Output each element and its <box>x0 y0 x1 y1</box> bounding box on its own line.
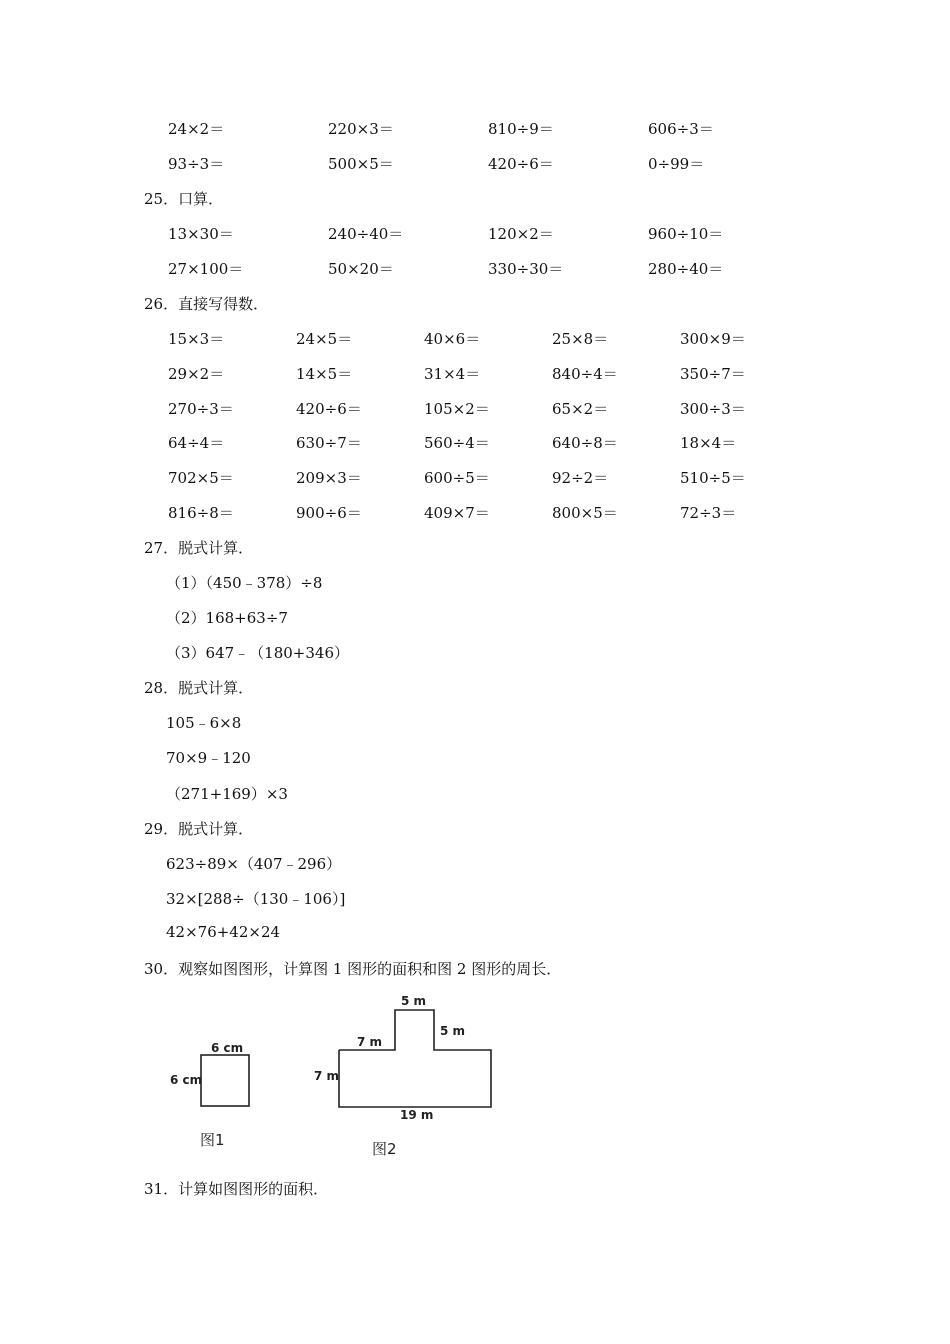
calc-item: 72÷3＝ <box>680 504 737 522</box>
figure1-caption: 图1 <box>200 1131 225 1149</box>
calc-row <box>0 223 950 247</box>
calc-row <box>0 432 950 456</box>
calc-item: 24×2＝ <box>168 120 225 138</box>
calc-item: 606÷3＝ <box>648 120 714 138</box>
calc-item: 15×3＝ <box>168 330 225 348</box>
calc-row <box>0 328 950 352</box>
expression-item: 42×76+42×24 <box>166 923 281 941</box>
calc-item: 18×4＝ <box>680 434 737 452</box>
calc-item: 816÷8＝ <box>168 504 234 522</box>
calc-row <box>0 118 950 142</box>
calc-row <box>0 467 950 491</box>
calc-row <box>0 153 950 177</box>
calc-item: 640÷8＝ <box>552 434 618 452</box>
expression-item: 32×[288÷（130﹣106）] <box>166 890 346 908</box>
calc-item: 840÷4＝ <box>552 365 618 383</box>
figure1-top-label: 6 cm <box>211 1041 244 1055</box>
calc-item: 14×5＝ <box>296 365 353 383</box>
expression-item: （3）647﹣（180+346） <box>166 644 350 662</box>
calc-item: 500×5＝ <box>328 155 394 173</box>
calc-item: 220×3＝ <box>328 120 394 138</box>
calc-item: 560÷4＝ <box>424 434 490 452</box>
calc-item: 810÷9＝ <box>488 120 554 138</box>
expression-item: （271+169）×3 <box>166 785 288 803</box>
expression-item: 623÷89×（407﹣296） <box>166 855 342 873</box>
calc-item: 27×100＝ <box>168 260 244 278</box>
calc-item: 960÷10＝ <box>648 225 724 243</box>
figure2-top-label: 5 m <box>401 994 427 1008</box>
calc-item: 209×3＝ <box>296 469 362 487</box>
figure2-right-step-label: 5 m <box>440 1024 466 1038</box>
square-shape <box>201 1055 249 1106</box>
calc-item: 702×5＝ <box>168 469 234 487</box>
figure2-side-label: 7 m <box>314 1069 340 1083</box>
expression-item: （1）（450﹣378）÷8 <box>166 574 323 592</box>
calc-item: 13×30＝ <box>168 225 234 243</box>
calc-item: 0÷99＝ <box>648 155 705 173</box>
calc-item: 280÷40＝ <box>648 260 724 278</box>
calc-item: 29×2＝ <box>168 365 225 383</box>
question-30-title: 30．观察如图图形，计算图 1 图形的面积和图 2 图形的周长． <box>144 960 562 978</box>
calc-item: 300×9＝ <box>680 330 746 348</box>
calc-item: 25×8＝ <box>552 330 609 348</box>
calc-item: 420÷6＝ <box>488 155 554 173</box>
question-28-title: 28．脱式计算． <box>144 679 254 697</box>
figure1-side-label: 6 cm <box>170 1073 203 1087</box>
figure2-left-step-label: 7 m <box>357 1035 383 1049</box>
calc-item: 800×5＝ <box>552 504 618 522</box>
calc-item: 64÷4＝ <box>168 434 225 452</box>
expression-item: 70×9﹣120 <box>166 749 251 767</box>
figure2-bottom-label: 19 m <box>400 1108 434 1122</box>
calc-item: 50×20＝ <box>328 260 394 278</box>
question-25-title: 25．口算． <box>144 190 224 208</box>
calc-row <box>0 363 950 387</box>
calc-item: 120×2＝ <box>488 225 554 243</box>
calc-item: 31×4＝ <box>424 365 481 383</box>
calc-item: 600÷5＝ <box>424 469 490 487</box>
calc-item: 330÷30＝ <box>488 260 564 278</box>
question-31-title: 31．计算如图图形的面积． <box>144 1180 329 1198</box>
question-29-title: 29．脱式计算． <box>144 820 254 838</box>
expression-item: 105﹣6×8 <box>166 714 242 732</box>
calc-row <box>0 502 950 526</box>
calc-item: 65×2＝ <box>552 400 609 418</box>
calc-item: 93÷3＝ <box>168 155 225 173</box>
calc-item: 40×6＝ <box>424 330 481 348</box>
calc-item: 900÷6＝ <box>296 504 362 522</box>
calc-item: 240÷40＝ <box>328 225 404 243</box>
calc-item: 24×5＝ <box>296 330 353 348</box>
calc-item: 92÷2＝ <box>552 469 609 487</box>
calc-item: 510÷5＝ <box>680 469 746 487</box>
t-shape <box>339 1010 491 1107</box>
calc-item: 105×2＝ <box>424 400 490 418</box>
expression-item: （2）168+63÷7 <box>166 609 288 627</box>
calc-item: 630÷7＝ <box>296 434 362 452</box>
calc-item: 350÷7＝ <box>680 365 746 383</box>
calc-item: 300÷3＝ <box>680 400 746 418</box>
question-27-title: 27．脱式计算． <box>144 539 254 557</box>
calc-item: 420÷6＝ <box>296 400 362 418</box>
question-26-title: 26．直接写得数． <box>144 295 269 313</box>
figure2-caption: 图2 <box>372 1140 397 1158</box>
calc-item: 270÷3＝ <box>168 400 234 418</box>
calc-row <box>0 398 950 422</box>
calc-item: 409×7＝ <box>424 504 490 522</box>
figures-diagram <box>0 985 950 1165</box>
calc-row <box>0 258 950 282</box>
